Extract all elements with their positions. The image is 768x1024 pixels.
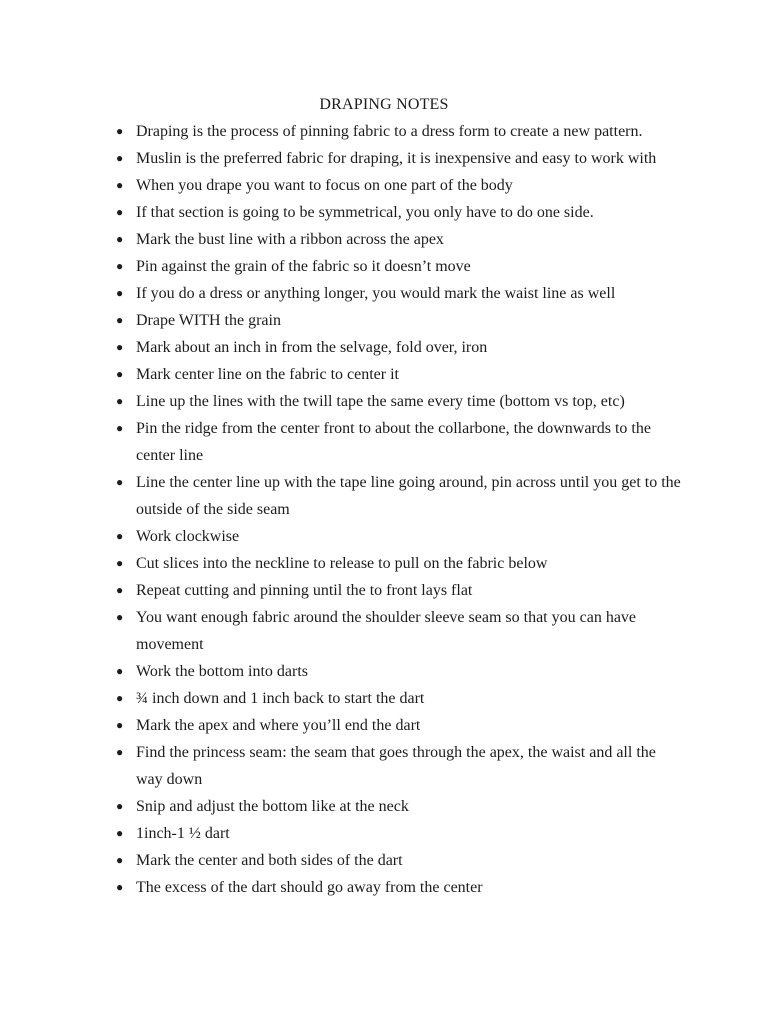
- list-item-text: Line the center line up with the tape line going around, pin across until you get to the outside of the side seam: [136, 474, 681, 518]
- list-item: [116, 577, 681, 604]
- list-item: [116, 847, 681, 874]
- list-item-text: Snip and adjust the bottom like at the neck: [136, 798, 409, 815]
- list-item-text: If that section is going to be symmetrical, you only have to do one side.: [136, 204, 594, 221]
- bullet-icon: ●: [116, 286, 124, 300]
- list-item: [116, 739, 681, 793]
- list-item-text: Line up the lines with the twill tape the same every time (bottom vs top, etc): [136, 393, 625, 410]
- bullet-icon: ●: [116, 259, 124, 273]
- list-item-text: Pin the ridge from the center front to about the collarbone, the downwards to the center line: [136, 420, 651, 464]
- list-item-text: Cut slices into the neckline to release to pull on the fabric below: [136, 555, 548, 572]
- list-item-text: Repeat cutting and pinning until the to front lays flat: [136, 582, 473, 599]
- list-item: [116, 388, 681, 415]
- list-item-text: Work the bottom into darts: [136, 663, 309, 680]
- bullet-icon: ●: [116, 583, 124, 597]
- bullet-icon: ●: [116, 745, 124, 759]
- list-item: [116, 793, 681, 820]
- list-item: [116, 874, 681, 901]
- bullet-icon: ●: [116, 826, 124, 840]
- bullet-icon: ●: [116, 205, 124, 219]
- list-item: [116, 820, 681, 847]
- list-item-text: When you drape you want to focus on one part of the body: [136, 177, 513, 194]
- list-item: [116, 334, 681, 361]
- list-item-text: Draping is the process of pinning fabric to a dress form to create a new pattern.: [136, 123, 643, 140]
- list-item: [116, 712, 681, 739]
- bullet-icon: ●: [116, 151, 124, 165]
- list-item-text: Mark center line on the fabric to center it: [136, 366, 399, 383]
- list-item: [116, 523, 681, 550]
- list-item: [116, 307, 681, 334]
- bullet-icon: ●: [116, 124, 124, 138]
- list-item: [116, 145, 681, 172]
- bullet-icon: ●: [116, 718, 124, 732]
- bullet-icon: ●: [116, 475, 124, 489]
- list-item-text: Mark the apex and where you’ll end the dart: [136, 717, 421, 734]
- list-item-text: Find the princess seam: the seam that goes through the apex, the waist and all the way down: [136, 744, 656, 788]
- bullet-icon: ●: [116, 691, 124, 705]
- bullet-icon: ●: [116, 556, 124, 570]
- bullet-icon: ●: [116, 664, 124, 678]
- bullet-icon: ●: [116, 340, 124, 354]
- document-title: DRAPING NOTES: [319, 96, 449, 113]
- list-item: [116, 685, 681, 712]
- notes-list: [116, 118, 681, 901]
- list-item-text: ¾ inch down and 1 inch back to start the dart: [136, 690, 425, 707]
- bullet-icon: ●: [116, 367, 124, 381]
- list-item-text: Mark the center and both sides of the dart: [136, 852, 403, 869]
- list-item: [116, 469, 681, 523]
- list-item: [116, 415, 681, 469]
- list-item-text: 1inch-1 ½ dart: [136, 825, 230, 842]
- list-item-text: The excess of the dart should go away from the center: [136, 879, 483, 896]
- list-item: [116, 199, 681, 226]
- list-item: [116, 361, 681, 388]
- bullet-icon: ●: [116, 799, 124, 813]
- list-item: [116, 172, 681, 199]
- bullet-icon: ●: [116, 313, 124, 327]
- bullet-icon: ●: [116, 421, 124, 435]
- list-item: [116, 550, 681, 577]
- bullet-icon: ●: [116, 232, 124, 246]
- bullet-icon: ●: [116, 853, 124, 867]
- list-item-text: Drape WITH the grain: [136, 312, 281, 329]
- list-item: [116, 253, 681, 280]
- bullet-icon: ●: [116, 529, 124, 543]
- bullet-icon: ●: [116, 610, 124, 624]
- list-item-text: You want enough fabric around the shoulder sleeve seam so that you can have movement: [136, 609, 637, 653]
- list-item: [116, 658, 681, 685]
- list-item-text: Mark the bust line with a ribbon across the apex: [136, 231, 444, 248]
- list-item: [116, 118, 681, 145]
- bullet-icon: ●: [116, 178, 124, 192]
- list-item: [116, 280, 681, 307]
- bullet-icon: ●: [116, 880, 124, 894]
- list-item-text: Pin against the grain of the fabric so it doesn’t move: [136, 258, 471, 275]
- list-item-text: Mark about an inch in from the selvage, fold over, iron: [136, 339, 488, 356]
- list-item-text: If you do a dress or anything longer, you would mark the waist line as well: [136, 285, 616, 302]
- list-item-text: Muslin is the preferred fabric for draping, it is inexpensive and easy to work with: [136, 150, 657, 167]
- bullet-icon: ●: [116, 394, 124, 408]
- list-item: [116, 226, 681, 253]
- list-item: [116, 604, 681, 658]
- list-item-text: Work clockwise: [136, 528, 240, 545]
